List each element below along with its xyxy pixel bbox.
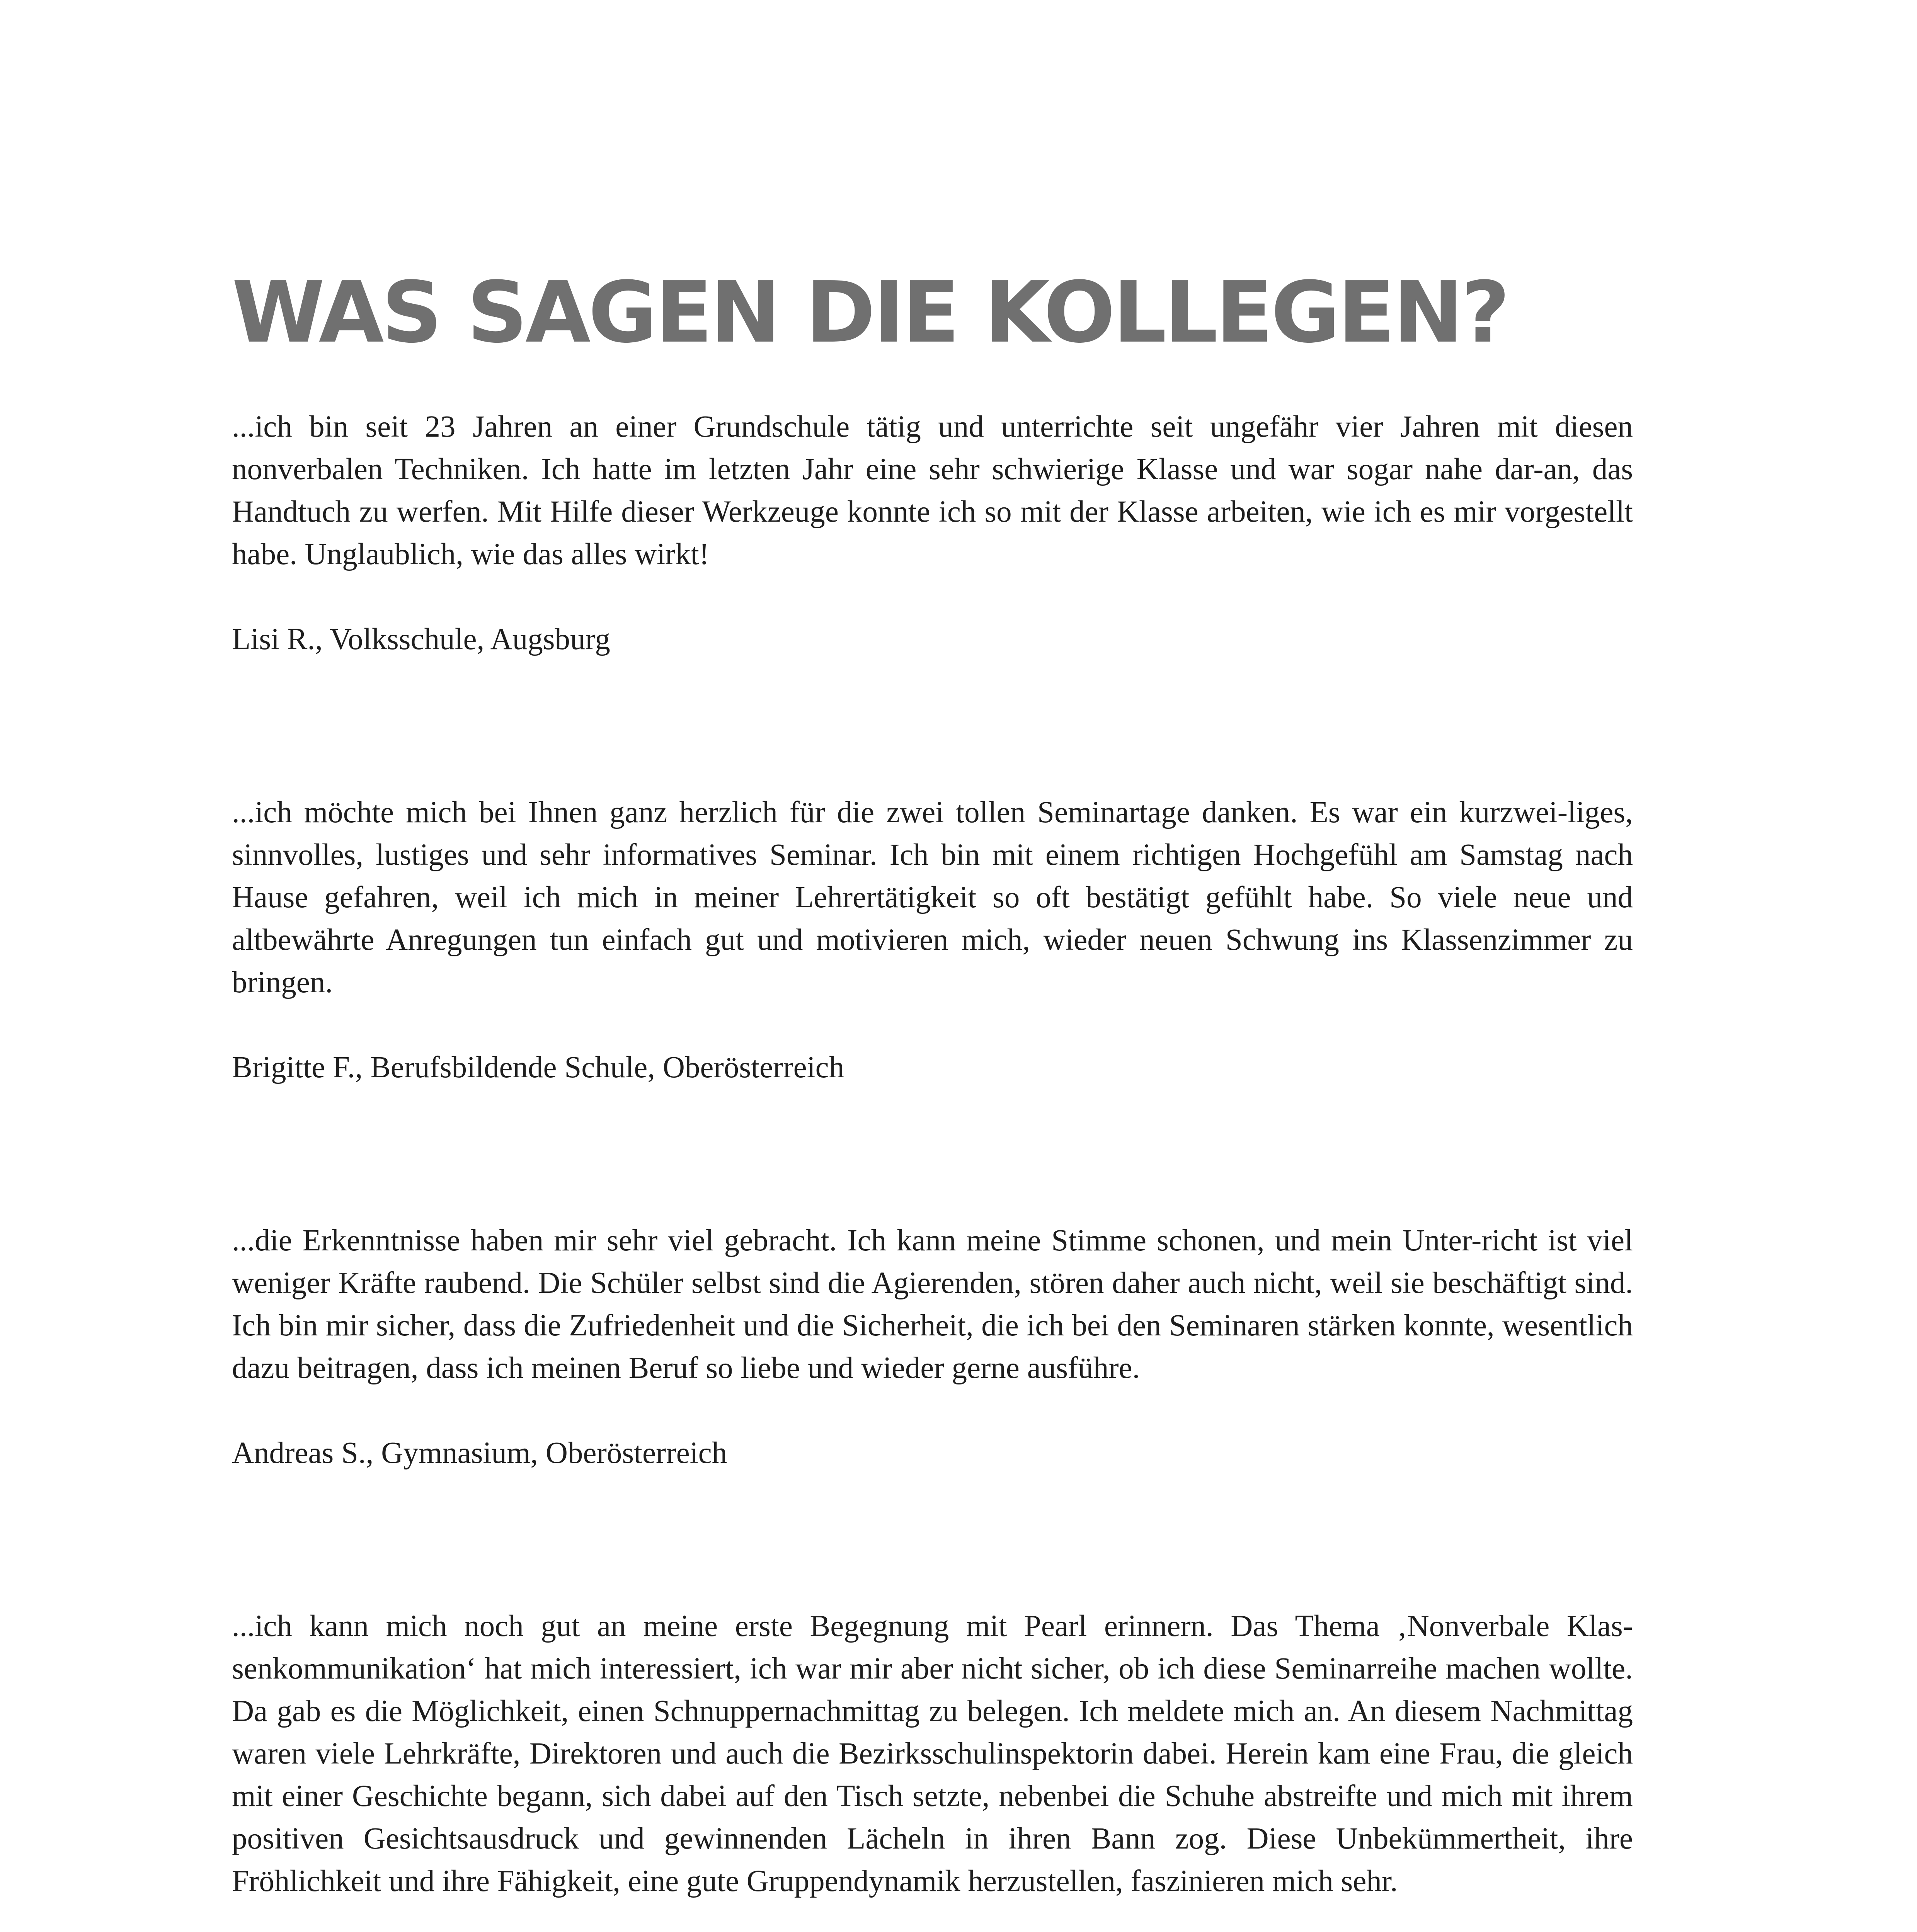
testimonial-text: ...ich möchte mich bei Ihnen ganz herzlich für die zwei tollen Seminartage danken. Es war ein kurzwei-liges, sinnvolles, lustiges und sehr informatives Seminar. Ich bin mit einem richtigen Hochgefühl am Samstag nach Hause gefahren, weil ich mich in meiner Lehrertätigkeit so oft bestätigt gefühlt habe. So viele neue und altbewährte Anregungen tun einfach gut und motivieren mich, wieder neuen Schwung ins Klassenzimmer zu bringen. — [232, 796, 1633, 999]
testimonial-gerhild — [232, 1605, 1633, 1932]
testimonial-text: ...ich kann mich noch gut an meine erste Begegnung mit Pearl erinnern. Das Thema ‚Nonverbale Klas-senkommunikation‘ hat mich interessiert, ich war mir aber nicht sicher, ob ich diese Seminarreihe machen wollte. Da gab es die Möglichkeit, einen Schnuppernachmittag zu belegen. Ich meldete mich an. An diesem Nachmittag waren viele Lehrkräfte, Direktoren und auch die Bezirksschulinspektorin dabei. Herein kam eine Frau, die gleich mit einer Geschichte begann, sich dabei auf den Tisch setzte, nebenbei die Schuhe abstreifte und mich mit ihrem positiven Gesichtsausdruck und gewinnenden Lächeln in ihren Bann zog. Diese Unbekümmertheit, ihre Fröhlichkeit und ihre Fähigkeit, eine gute Gruppendynamik herzustellen, faszinieren mich sehr. — [232, 1609, 1633, 1898]
testimonial-text: ...die Erkenntnisse haben mir sehr viel gebracht. Ich kann meine Stimme schonen, und mein Unter-richt ist viel weniger Kräfte raubend. Die Schüler selbst sind die Agierenden, stören daher auch nicht, weil sie beschäftigt sind. Ich bin mir sicher, dass die Zufriedenheit und die Sicherheit, die ich bei den Seminaren stärken konnte, wesentlich dazu beitragen, dass ich meinen Beruf so liebe und wieder gerne ausführe. — [232, 1224, 1633, 1385]
page-title: WAS SAGEN DIE KOLLEGEN? — [232, 264, 1508, 362]
testimonial-author: Brigitte F., Berufsbildende Schule, Oberösterreich — [232, 1051, 844, 1084]
testimonial-andreas — [232, 1219, 1633, 1475]
testimonial-lisi — [232, 406, 1633, 661]
testimonials-section — [232, 406, 1633, 1932]
testimonial-text: ...ich bin seit 23 Jahren an einer Grundschule tätig und unterrichte seit ungefähr vier Jahren mit diesen nonverbalen Techniken. Ich hatte im letzten Jahr eine sehr schwierige Klasse und war sogar nahe dar-an, das Handtuch zu werfen. Mit Hilfe dieser Werkzeuge konnte ich so mit der Klasse arbeiten, wie ich es mir vorgestellt habe. Unglaublich, wie das alles wirkt! — [232, 410, 1633, 571]
testimonial-brigitte — [232, 791, 1633, 1089]
testimonial-author: Andreas S., Gymnasium, Oberösterreich — [232, 1436, 727, 1470]
testimonial-author: Lisi R., Volksschule, Augsburg — [232, 622, 610, 656]
